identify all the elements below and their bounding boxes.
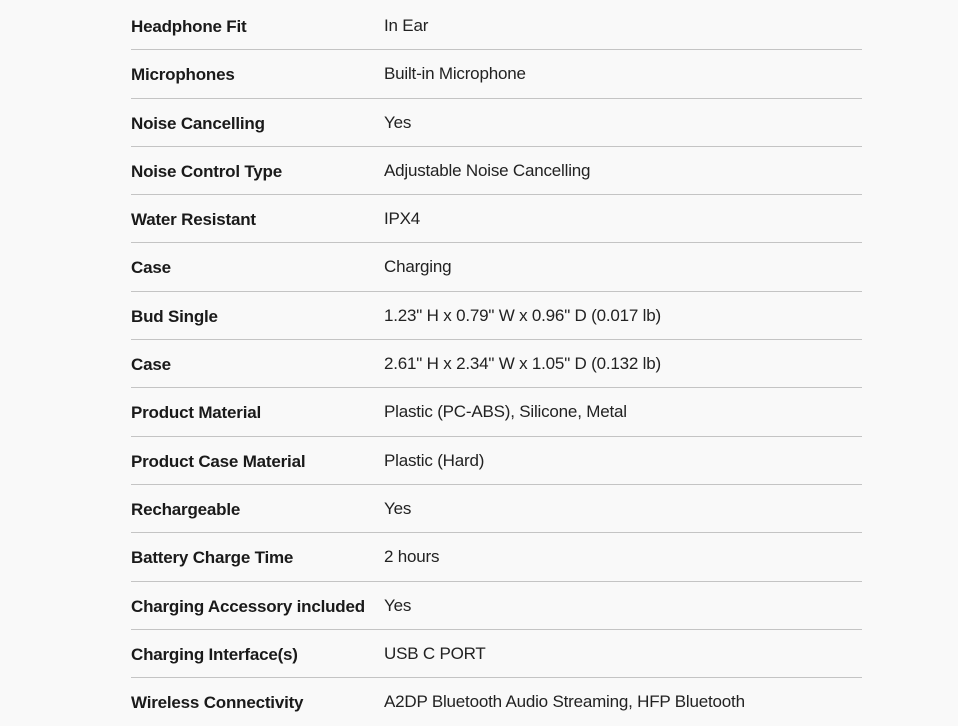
spec-value: 2 hours [384, 547, 440, 567]
spec-value: 2.61" H x 2.34" W x 1.05" D (0.132 lb) [384, 354, 661, 374]
spec-row-product-case-material [131, 437, 862, 485]
spec-label: Case [131, 355, 171, 375]
spec-row-case-type [131, 243, 862, 291]
spec-row-battery-charge-time [131, 533, 862, 581]
spec-label: Wireless Connectivity [131, 693, 304, 713]
spec-label: Rechargeable [131, 499, 241, 519]
spec-value: In Ear [384, 16, 429, 35]
spec-row-case-dimensions [131, 340, 862, 388]
spec-row-headphone-fit [131, 2, 862, 50]
specifications-table [131, 2, 862, 726]
spec-value: Built-in Microphone [384, 64, 526, 84]
spec-row-microphones [131, 50, 862, 98]
spec-value: Yes [384, 498, 412, 518]
spec-row-charging-interface [131, 630, 862, 678]
spec-row-water-resistant [131, 195, 862, 243]
spec-value: Plastic (PC-ABS), Silicone, Metal [384, 402, 627, 422]
spec-value: Charging [384, 257, 452, 277]
spec-label: Case [131, 258, 171, 278]
spec-row-noise-control-type [131, 147, 862, 195]
spec-label: Microphones [131, 65, 235, 85]
spec-label: Headphone Fit [131, 17, 247, 36]
spec-row-noise-cancelling [131, 99, 862, 147]
spec-value: Yes [384, 595, 412, 615]
spec-value: Yes [384, 112, 412, 132]
spec-label: Bud Single [131, 306, 218, 326]
spec-label: Battery Charge Time [131, 548, 294, 568]
spec-label: Charging Accessory included [131, 596, 365, 616]
spec-label: Charging Interface(s) [131, 644, 298, 664]
spec-value: USB C PORT [384, 643, 486, 663]
spec-label: Water Resistant [131, 210, 256, 230]
spec-value: A2DP Bluetooth Audio Streaming, HFP Bluetooth [384, 692, 745, 712]
spec-row-product-material [131, 388, 862, 436]
spec-row-bud-single [131, 292, 862, 340]
spec-row-charging-accessory [131, 582, 862, 630]
spec-value: 1.23" H x 0.79" W x 0.96" D (0.017 lb) [384, 305, 661, 325]
spec-value: IPX4 [384, 209, 421, 229]
spec-row-rechargeable [131, 485, 862, 533]
spec-row-wireless-connectivity [131, 678, 862, 726]
spec-value: Plastic (Hard) [384, 450, 485, 470]
spec-label: Noise Control Type [131, 161, 282, 181]
spec-label: Product Material [131, 403, 261, 423]
spec-label: Noise Cancelling [131, 113, 265, 133]
spec-label: Product Case Material [131, 451, 306, 471]
spec-value: Adjustable Noise Cancelling [384, 160, 591, 180]
